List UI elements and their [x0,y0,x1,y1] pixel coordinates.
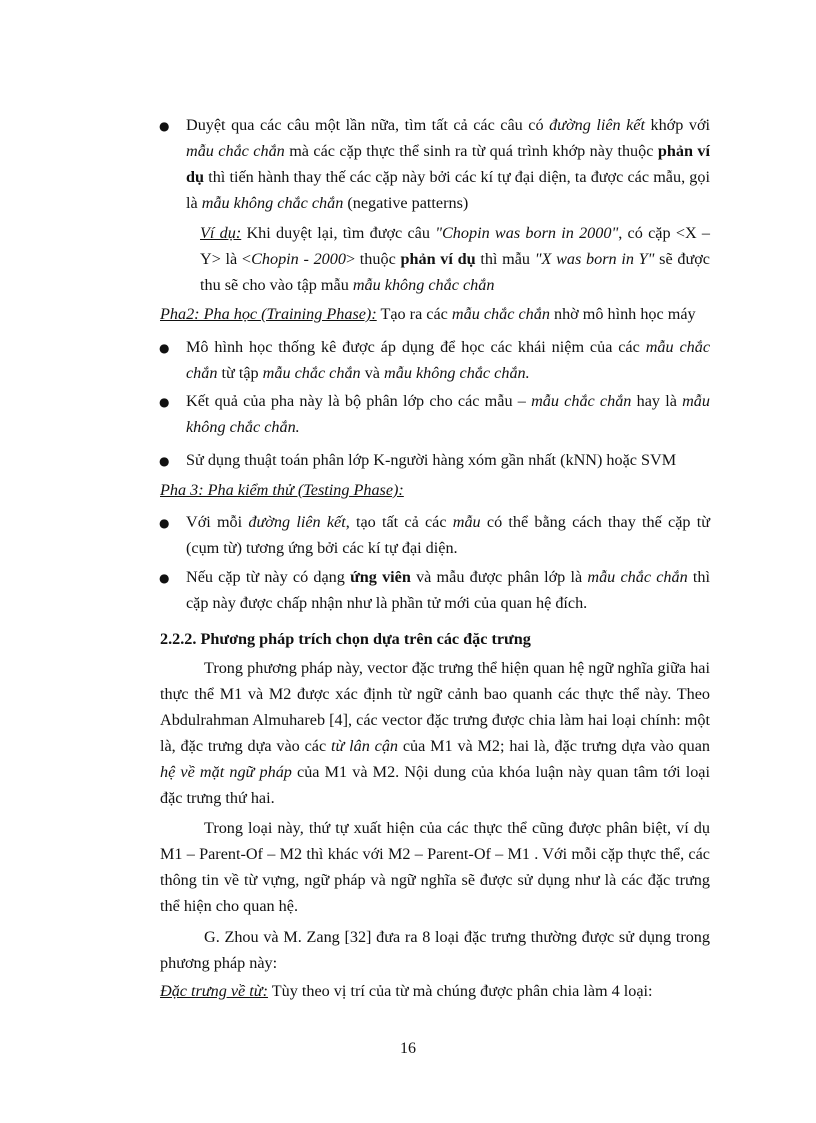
bullet-dot-icon: ● [159,119,170,133]
bullet-item [159,113,710,217]
text-run: từ tập [217,363,263,382]
text-run: thì tiến hành thay thế các cặp này bởi các kí tự đại diện, ta được các mẫu, gọi là [186,167,710,212]
example-paragraph [200,221,710,299]
text-run: , tạo tất cả các [345,513,453,531]
text-run: Nếu cặp từ này có dạng [186,568,351,586]
feature-label: Đặc trưng về từ: [160,982,269,1000]
bold-term: phản ví dụ [186,141,710,186]
text-run: hay là [631,392,683,410]
text-run: , có cặp <X – Y> là < [200,224,710,268]
text-run: Trong phương pháp này, vector đặc trưng thể hiện quan hệ ngữ nghĩa giữa hai thực thể M1 và M2 được xác định từ ngữ cảnh bao quanh các thực thể này. Theo Abdulrahman Almuhareb [4], các vector đặc trưng được chia làm hai loại chính: một là, đặc trưng dựa vào các [160,659,710,755]
bullet-dot-icon: ● [159,571,170,585]
italic-term: Chopin - 2000 [251,249,346,268]
text-run: của M1 và M2. Nội dung của khóa luận này quan tâm tới loại đặc trưng thứ hai. [160,762,710,807]
text-run: và mẫu được phân lớp là [410,568,588,586]
bullet-item [159,389,710,441]
text-run: G. Zhou và M. Zang [32] đưa ra 8 loại đặc trưng thường được sử dụng trong phương pháp này: [160,928,710,972]
text-run: Mô hình học thống kê được áp dụng để học các khái niệm của các [186,338,646,356]
text-run: Trong loại này, thứ tự xuất hiện của các thực thể cũng được phân biệt, ví dụ M1 – Parent-Of – M2 thì khác với M2 – Parent-Of – M1 . Với mỗi cặp thực thể, các thông tin về từ vựng, ngữ pháp và ngữ nghĩa sẽ được sử dụng như là các đặc trưng thể hiện cho quan hệ. [160,819,710,915]
text-run: Duyệt qua các câu một lần nữa, tìm tất cả các câu có [186,116,550,134]
italic-term: "Chopin was born in 2000" [435,224,619,242]
italic-term: mẫu chắc chắn [531,392,632,410]
bold-term: phản ví dụ [400,249,476,268]
body-paragraph [160,979,710,1005]
text-run: Tùy theo vị trí của từ mà chúng được phân chia làm 4 loại: [268,982,653,1000]
italic-term: hệ về mặt ngữ pháp [160,762,292,781]
text-run: Khi duyệt lại, tìm được câu [241,224,436,242]
text-run: Kết quả của pha này là bộ phân lớp cho các mẫu – [186,392,532,410]
text-run: thì mẫu [475,249,535,268]
body-paragraph [160,816,710,920]
text-run: Tạo ra các [376,305,452,323]
italic-term: mẫu chắc chắn [262,363,361,382]
text-run: (negative patterns) [343,193,469,212]
bullet-item [159,448,710,474]
italic-term: mẫu [452,513,481,531]
phase-2-line [160,302,710,328]
text-run: sẽ được thu sẽ cho vào tập mẫu [200,249,710,294]
section-heading: 2.2.2. Phương pháp trích chọn dựa trên các đặc trưng [160,630,531,648]
bold-term: ứng viên [350,568,411,586]
text-run: Với mỗi [186,513,249,531]
text-run: có thể bằng cách thay thế cặp từ (cụm từ) tương ứng bởi các kí tự đại diện. [186,513,710,557]
italic-term: đường liên kết [248,513,346,531]
text-run: khớp với [644,116,710,134]
phase-label: Pha2: Pha học (Training Phase): [160,305,377,323]
text-run: nhờ mô hình học máy [549,305,696,323]
italic-term: đường liên kết [549,116,645,134]
text-run: > thuộc [345,249,401,268]
text-run: thì cặp này được chấp nhận như là phần tử mới của quan hệ đích. [186,568,710,612]
italic-term: từ lân cận [330,736,399,755]
page-number: 16 [400,1040,416,1057]
body-paragraph [160,925,710,977]
italic-term: mẫu chắc chắn [186,141,285,160]
italic-term: mẫu không chắc chắn [352,275,495,294]
italic-term: mẫu chắc chắn [587,568,688,586]
body-paragraph [160,656,710,812]
phase-3-line [160,478,710,504]
italic-term: mẫu chắc chắn [186,338,711,382]
bullet-dot-icon: ● [159,454,170,468]
italic-term: mẫu không chắc chắn. [186,392,710,436]
italic-term: mẫu không chắc chắn. [384,363,530,382]
bullet-item [159,565,710,617]
italic-term: mẫu chắc chắn [451,305,550,323]
italic-term: "X was born in Y" [534,249,655,268]
bullet-dot-icon: ● [159,341,170,355]
phase-label: Pha 3: Pha kiểm thử (Testing Phase): [160,481,404,499]
text-run: Sử dụng thuật toán phân lớp K-người hàng xóm gần nhất (kNN) hoặc SVM [186,451,677,469]
bullet-dot-icon: ● [159,516,170,530]
text-run: của M1 và M2; hai là, đặc trưng dựa vào quan [398,736,711,755]
bullet-dot-icon: ● [159,395,170,409]
bullet-item [159,335,711,387]
text-run: và [360,363,385,382]
bullet-item [159,510,710,562]
text-run: mà các cặp thực thể sinh ra từ quá trình khớp này thuộc [284,141,658,160]
example-label: Ví dụ: [200,224,242,242]
italic-term: mẫu không chắc chắn [201,193,344,212]
